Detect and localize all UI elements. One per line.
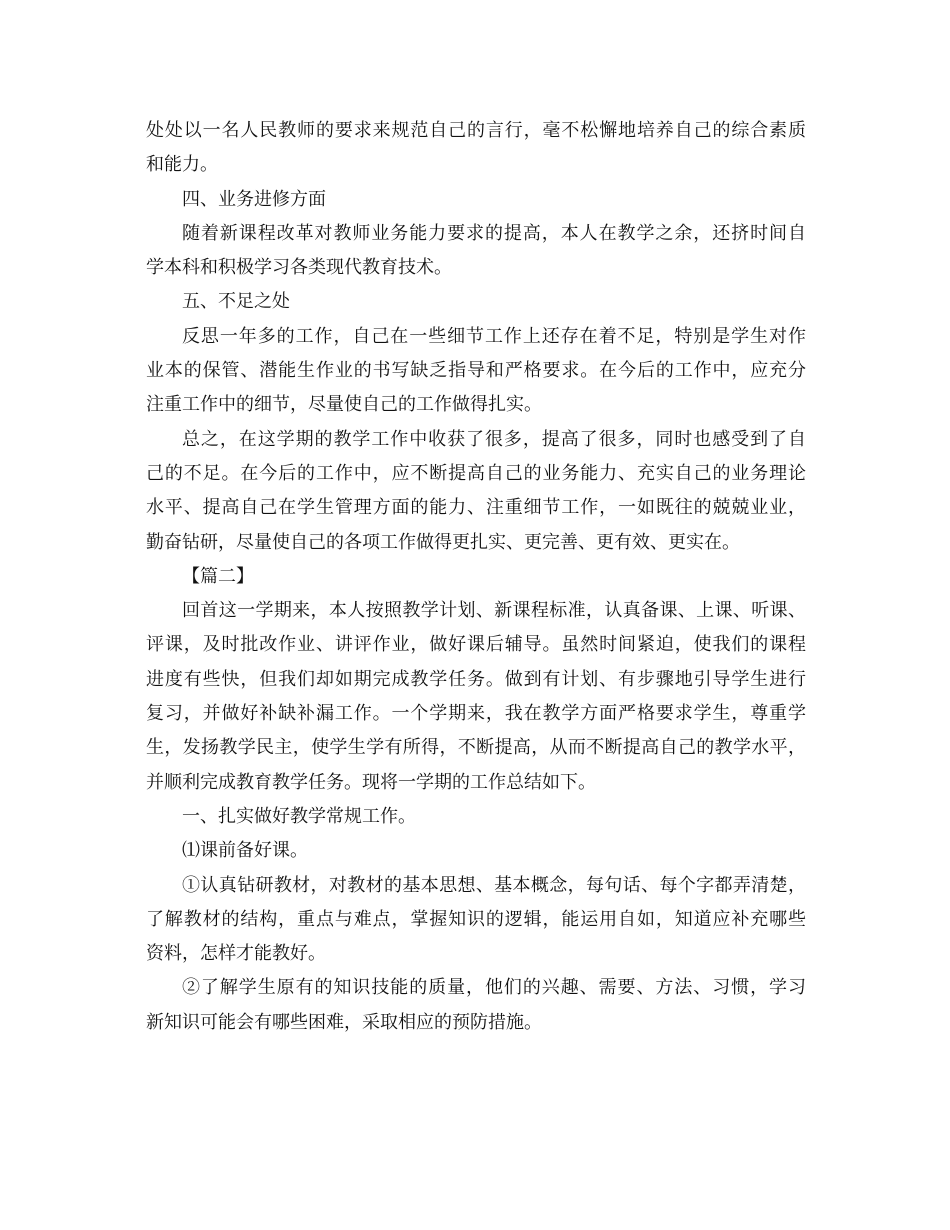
text-line: ⑴课前备好课。: [182, 840, 308, 862]
text-line: 回首这一学期来，本人按照教学计划、新课程标准，认真备课、上课、听课、: [182, 600, 806, 622]
document-body: [146, 114, 806, 1040]
text-line: 并顺利完成教育教学任务。现将一学期的工作总结如下。: [146, 771, 596, 793]
text-line: 五、不足之处: [182, 291, 290, 313]
text-line: ②了解学生原有的知识技能的质量，他们的兴趣、需要、方法、习惯，学习: [182, 977, 806, 999]
text-line: 随着新课程改革对教师业务能力要求的提高，本人在教学之余，还挤时间自: [182, 222, 806, 244]
text-line: 【篇二】: [182, 565, 254, 587]
text-line: 反思一年多的工作，自己在一些细节工作上还存在着不足，特别是学生对作: [182, 325, 806, 347]
text-line: 总之，在这学期的教学工作中收获了很多，提高了很多，同时也感受到了自: [182, 428, 806, 450]
text-line: 资料，怎样才能教好。: [146, 943, 326, 965]
text-line: 一、扎实做好教学常规工作。: [182, 805, 416, 827]
text-line: 进度有些快，但我们却如期完成教学任务。做到有计划、有步骤地引导学生进行: [146, 668, 806, 690]
text-line: 新知识可能会有哪些困难，采取相应的预防措施。: [146, 1011, 542, 1033]
text-line: 复习，并做好补缺补漏工作。一个学期来，我在教学方面严格要求学生，尊重学: [146, 703, 806, 725]
text-line: 学本科和积极学习各类现代教育技术。: [146, 257, 452, 279]
text-line: 评课，及时批改作业、讲评作业，做好课后辅导。虽然时间紧迫，使我们的课程: [146, 634, 806, 656]
text-line: 四、业务进修方面: [182, 188, 326, 210]
text-line: 了解教材的结构，重点与难点，掌握知识的逻辑，能运用自如，知道应补充哪些: [146, 908, 806, 930]
text-line: 业本的保管、潜能生作业的书写缺乏指导和严格要求。在今后的工作中，应充分: [146, 360, 806, 382]
text-line: 生，发扬教学民主，使学生学有所得，不断提高，从而不断提高自己的教学水平，: [146, 737, 806, 759]
text-line: 处处以一名人民教师的要求来规范自己的言行，毫不松懈地培养自己的综合素质: [146, 120, 806, 141]
text-line: 己的不足。在今后的工作中，应不断提高自己的业务能力、充实自己的业务理论: [146, 462, 806, 484]
text-line: 水平、提高自己在学生管理方面的能力、注重细节工作，一如既往的兢兢业业，: [146, 497, 806, 519]
text-line: 勤奋钻研，尽量使自己的各项工作做得更扎实、更完善、更有效、更实在。: [146, 531, 740, 553]
text-line: 和能力。: [146, 154, 218, 176]
text-line: 注重工作中的细节，尽量使自己的工作做得扎实。: [146, 394, 542, 416]
text-line: ①认真钻研教材，对教材的基本思想、基本概念，每句话、每个字都弄清楚，: [182, 874, 806, 896]
